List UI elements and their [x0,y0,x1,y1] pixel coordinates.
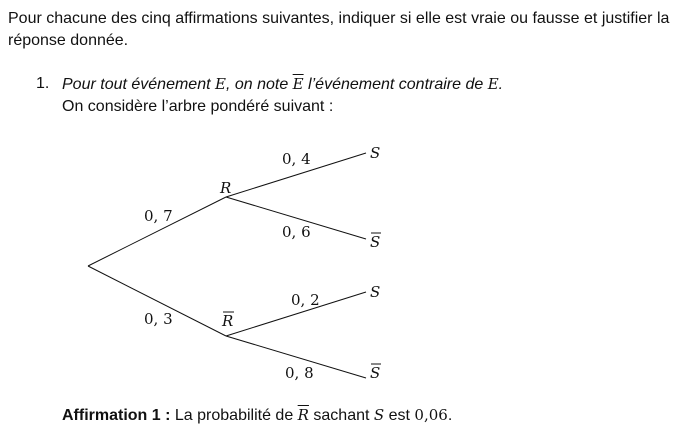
question-text-prefix: Pour tout événement [62,76,215,93]
affirmation-var-rbar: $\overline{R}$ [297,406,309,424]
prob-Rbar-Sbar: 0, 8 [285,364,314,382]
question-line-2: On considère l’arbre pondéré suivant : [62,98,334,115]
leaf-S-1: S [370,144,381,162]
question-period: . [498,76,504,93]
affirmation-period: . [447,407,453,424]
leaf-Sbar-1: S [370,233,381,251]
affirmation-value: 0,06 [414,406,448,424]
prob-root-R: 0, 7 [144,207,173,225]
affirmation-text-mid: sachant [308,407,374,424]
prob-root-Rbar: 0, 3 [144,310,173,328]
question-text-mid: , on note [225,76,293,93]
leaf-S-2: S [370,283,381,301]
prob-R-Sbar: 0, 6 [282,223,311,241]
node-Rbar: R [222,312,234,330]
affirmation-var-s: S [373,406,385,424]
prob-Rbar-S: 0, 2 [291,291,320,309]
var-e-end: E [487,75,499,93]
affirmation-text-mid2: est [384,407,415,424]
leaf-Sbar-2: S [370,364,381,382]
question-text-suffix: l’événement contraire de [303,76,488,93]
affirmation-label: Affirmation 1 : [62,407,171,424]
var-e-bar: $\overline{E}$ [292,75,304,93]
node-R: R [220,179,232,197]
prob-R-S: 0, 4 [282,150,311,168]
intro-paragraph: Pour chacune des cinq affirmations suivantes, indiquer si elle est vraie ou fausse et justifier la réponse donnée. [8,10,670,49]
var-e: E [214,75,226,93]
affirmation-text-prefix: La probabilité de [170,407,298,424]
affirmation-1 [62,404,452,427]
question-number: 1. [36,75,50,92]
